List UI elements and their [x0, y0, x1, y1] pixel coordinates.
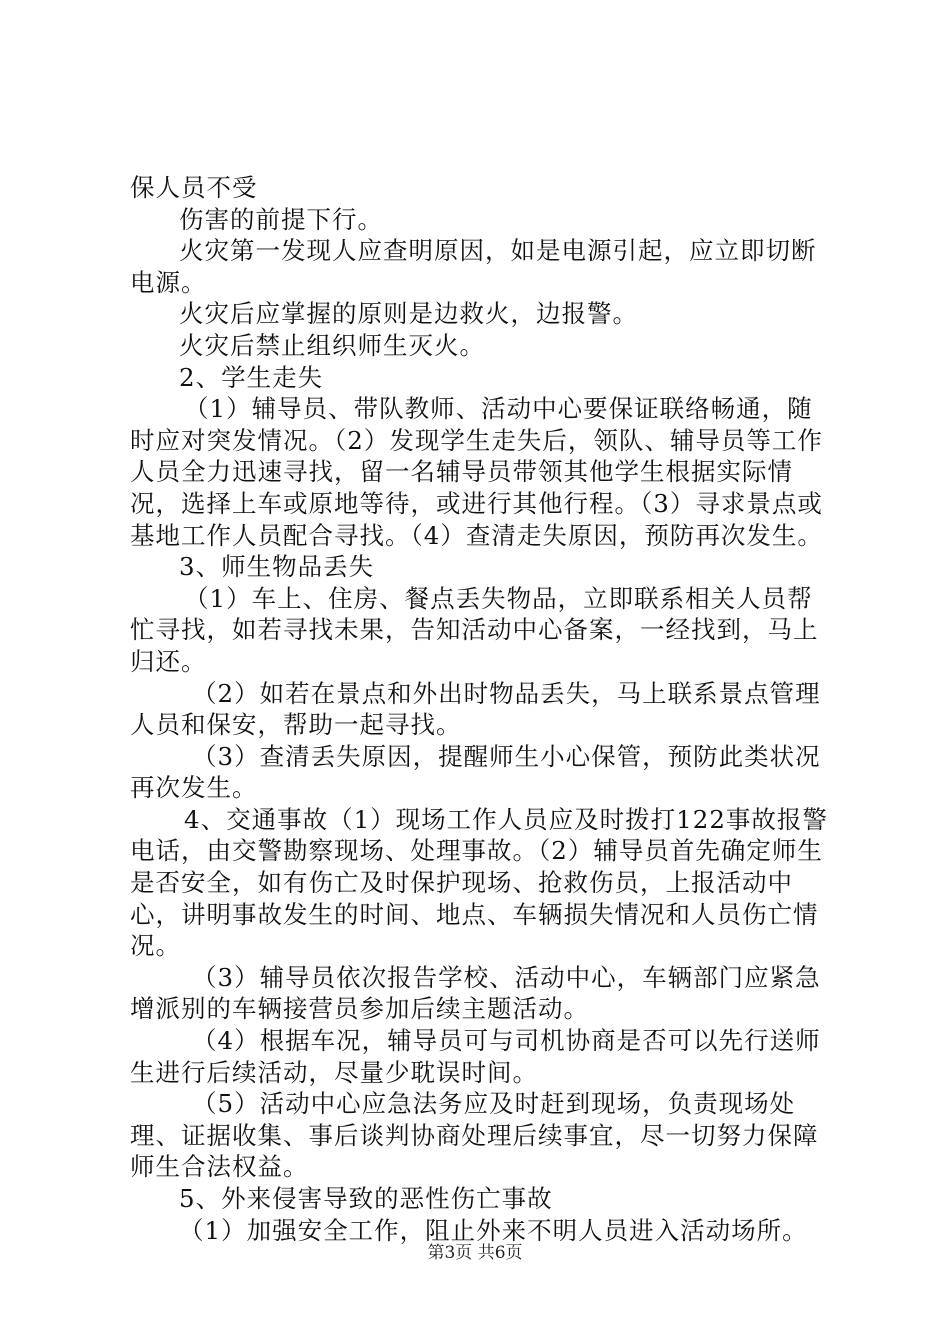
paragraph: （1）辅导员、带队教师、活动中心要保证联络畅通，随时应对突发情况。（2）发现学生走失后，领队、辅导员等工作人员全力迅速寻找，留一名辅导员带领其他学生根据实际情况，选择上车或原地等待，或进行其他行程。（3）寻求景点或基地工作人员配合寻找。（4）查清走失原因，预防再次发生。 [130, 394, 823, 550]
page-number: 第3页 共6页 [427, 1243, 523, 1263]
paragraph: （3）查清丢失原因，提醒师生小心保管，预防此类状况再次发生。 [130, 741, 821, 803]
section-heading: 2、学生走失 [179, 362, 324, 392]
paragraph: 火灾第一发现人应查明原因，如是电源引起，应立即切断电源。 [130, 236, 817, 297]
paragraph: （1）加强安全工作，阻止外来不明人员进入活动场所。 [179, 1215, 808, 1245]
paragraph: 伤害的前提下行。 [179, 204, 383, 234]
page-footer [0, 1243, 950, 1263]
section-heading: 5、外来侵害导致的恶性伤亡事故 [179, 1184, 553, 1213]
section-heading: 3、师生物品丢失 [179, 552, 375, 582]
paragraph: 火灾后禁止组织师生灭火。 [179, 330, 485, 360]
paragraph: 火灾后应掌握的原则是边救火，边报警。 [179, 299, 638, 329]
document-body [130, 172, 830, 1246]
paragraph: （4）根据车况，辅导员可与司机协商是否可以先行送师生进行后续活动，尽量少耽误时间。 [130, 1026, 821, 1087]
paragraph: （2）如若在景点和外出时物品丢失，马上联系景点管理人员和保安，帮助一起寻找。 [130, 678, 821, 740]
paragraph: 4、交通事故（1）现场工作人员应及时拨打122事故报警电话，由交警勘察现场、处理事故。（2）辅导员首先确定师生是否安全，如有伤亡及时保护现场、抢救伤员，上报活动中心，讲明事故发生的时间、地点、车辆损失情况和人员伤亡情况。 [130, 804, 828, 961]
paragraph: 保人员不受 [130, 173, 258, 202]
paragraph: （1）车上、住房、餐点丢失物品，立即联系相关人员帮忙寻找，如若寻找未果，告知活动中心备案，一经找到，马上归还。 [130, 583, 819, 676]
paragraph: （5）活动中心应急法务应及时赶到现场，负责现场处理、证据收集、事后谈判协商处理后续事宜，尽一切努力保障师生合法权益。 [130, 1089, 819, 1182]
paragraph: （3）辅导员依次报告学校、活动中心，车辆部门应紧急增派别的车辆接营员参加后续主题活动。 [130, 962, 821, 1024]
